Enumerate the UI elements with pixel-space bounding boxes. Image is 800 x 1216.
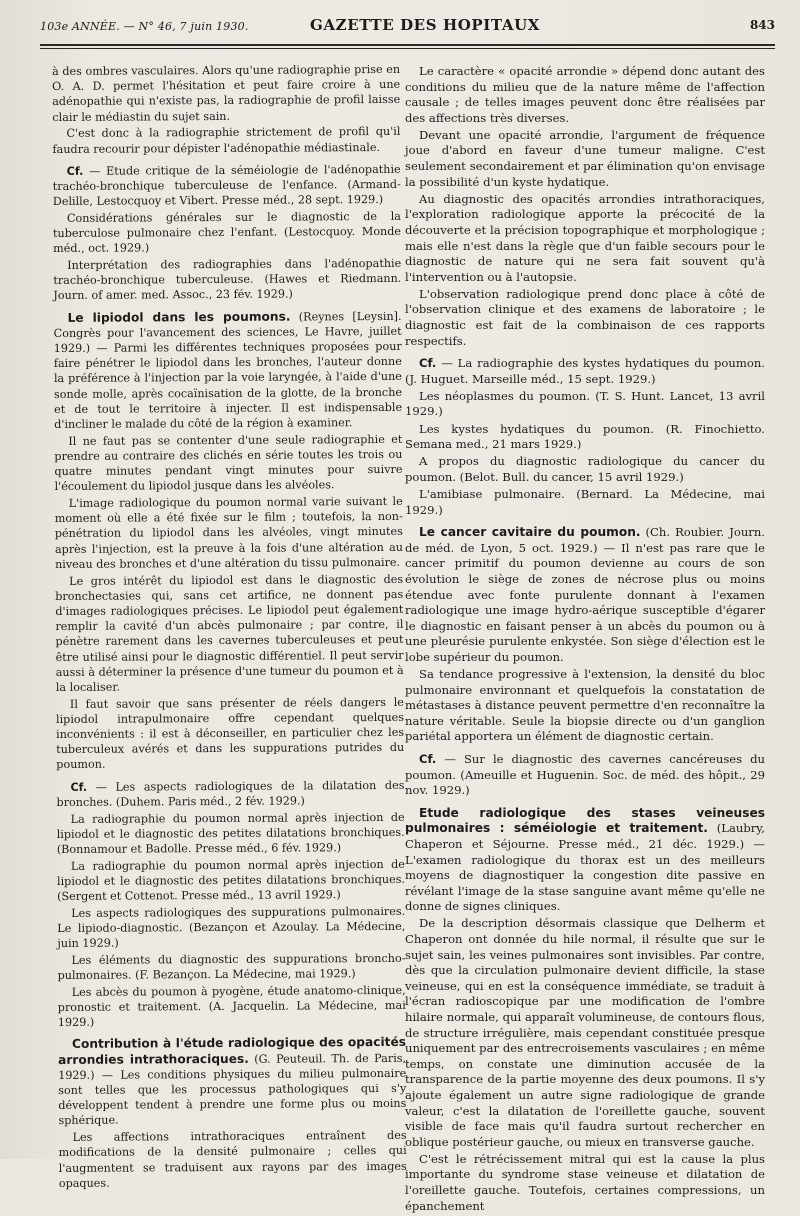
paragraph (55, 494, 403, 572)
paragraph-text: La radiographie du poumon normal après injection de lipiodol et le diagnostic des petites dilatations bronchiques. (Bonnamour et Badolle. Presse méd., 6 fév. 1929.) (56, 810, 405, 856)
section-heading: Le lipiodol dans les poumons. (67, 309, 291, 325)
paragraph (405, 667, 765, 745)
section-heading: Etude radiologique des stases veineuses pulmonaires : séméiologie et traitement. (405, 805, 765, 836)
paragraph (405, 287, 765, 349)
paragraph (405, 389, 765, 420)
paragraph-text: — Etude critique de la séméiologie de l'adénopathie trachéo-bronchique tuberculeuse de l'enfance. (Armand-Delille, Lestocquoy et Vibert. Presse méd., 28 sept. 1929.) (52, 162, 401, 209)
paragraph (53, 209, 401, 257)
paragraph (57, 904, 405, 952)
paragraph-text: Au diagnostic des opacités arrondies intrathoraciques, l'exploration radiologique apporte la précocité de la découverte et la précision topographique et morphologique ; mais elle n'est dans la règle que d'un faible secours pour le diagnostic de nature qui ne sera fait souvent qu'à l'intervention ou à l'autopsie. (405, 191, 765, 284)
header-rule-thick (40, 44, 775, 46)
paragraph-text: Le caractère « opacité arrondie » dépend donc autant des conditions du milieu que de la nature même de l'affection causale ; de telles images peuvent donc être réalisées par des affections très diverses. (405, 64, 765, 125)
paragraph-text: — Sur le diagnostic des cavernes cancéreuses du poumon. (Ameuille et Huguenin. Soc. de méd. des hôpit., 29 nov. 1929.) (405, 751, 765, 798)
paragraph (57, 809, 405, 857)
section-heading: Le cancer cavitaire du poumon. (419, 525, 641, 540)
paragraph-text: (Reynes [Leysin]. Congrès pour l'avancement des sciences, Le Havre, juillet 1929.) — Parmi les différentes techniques proposées pour faire pénétrer le lipiodol dans les bronches, l'auteur donne la préférence à l'injection par la voie laryngée, à l'aide d'une sonde molle, après cocaïnisation de la glotte, de la bronche et de tout le territoire à injecter. Il est indispensable d'incliner le malade du côté de la région à examiner. (53, 309, 403, 431)
paragraph-text: L'image radiologique du poumon normal varie suivant le moment où elle a été fixée sur le film ; toutefois, la non-pénétration du lipiodol dans les alvéoles, vingt minutes après l'injection, est la preuve à la fois d'une altération au niveau des bronches et d'une altération du tissu pulmonaire. (54, 494, 403, 571)
journal-title: GAZETTE DES HOPITAUX (310, 16, 541, 34)
page-number: 843 (749, 18, 775, 32)
right-column (405, 64, 765, 1216)
paragraph-text: Les abcès du poumon à pyogène, étude anatomo-clinique, pronostic et traitement. (A. Jacquelin. La Médecine, mai 1929.) (57, 983, 406, 1030)
paragraph (54, 432, 402, 495)
paragraph-text: Interprétation des radiographies dans l'adénopathie trachéo-bronchique tuberculeuse. (Hawes et Riedmann. Journ. of amer. med. Assoc., 23 fév. 1929.) (53, 256, 402, 303)
paragraph (405, 525, 765, 665)
paragraph-text: C'est donc à la radiographie strictement de profil qu'il faudra recourir pour dépister l'adénopathie médiastinale. (52, 125, 401, 156)
cf-label: Cf. (70, 780, 88, 794)
left-column (52, 62, 407, 1193)
paragraph (59, 1128, 407, 1191)
paragraph-text: Les aspects radiologiques des suppurations pulmonaires. Le lipiodo-diagnostic. (Bezançon et Azoulay. La Médecine, juin 1929.) (57, 904, 406, 951)
paragraph (57, 857, 405, 905)
running-header (40, 12, 775, 42)
paragraph (54, 308, 403, 432)
paragraph (405, 1152, 765, 1214)
issue-info: 103e ANNÉE. — N° 46, 7 juin 1930. (40, 20, 249, 33)
paragraph (405, 128, 765, 190)
paragraph (58, 1035, 407, 1128)
paragraph-text: Les kystes hydatiques du poumon. (R. Finochietto. Semana med., 21 mars 1929.) (405, 421, 765, 452)
paragraph-text: (Ch. Roubier. Journ. de méd. de Lyon, 5 oct. 1929.) — Il n'est pas rare que le cancer primitif du poumon devienne au cours de son évolution le siège de zones de nécrose plus ou moins étendue avec fonte purulente donnant à l'examen radiologique une image hydro-aérique susceptible d'égarer le diagnostic en faisant penser à un abcès du poumon ou à une pleurésie purulente enkystée. Son siège d'élection est le lobe supérieur du poumon. (405, 525, 765, 664)
section-heading: Contribution à l'étude radiologique des opacités arrondies intrathoraciques. (58, 1035, 407, 1067)
paragraph (56, 778, 404, 811)
paragraph-text: C'est le rétrécissement mitral qui est la cause la plus importante du syndrome stase veineuse et dilatation de l'oreillette gauche. Toutefois, certaines compressions, un épanchement (405, 1151, 765, 1213)
header-rule-thin (40, 48, 775, 49)
paragraph-text: (G. Peuteuil. Th. de Paris, 1929.) — Les conditions physiques du milieu pulmonaire sont telles que les processus pathologiques qui s'y développent tendent à prendre une forme plus ou moins sphérique. (58, 1051, 407, 1128)
paragraph (58, 983, 406, 1031)
paragraph-text: Sa tendance progressive à l'extension, la densité du bloc pulmonaire environnant et quelquefois la constatation de métastases à distance peuvent permettre d'en reconnaître la nature véritable. Seule la biopsie directe ou d'un ganglion pariétal apportera un élément de diagnostic certain. (405, 666, 765, 744)
paragraph (405, 356, 765, 387)
paragraph (56, 694, 404, 772)
paragraph (405, 422, 765, 453)
paragraph-text: Le gros intérêt du lipiodol est dans le diagnostic des bronchectasies qui, sans cet artifice, ne donnent pas d'images radiologiques précises. Le lipiodol peut également remplir la cavité d'un abcès pulmonaire ; par contre, il pénètre rarement dans les cavernes tuberculeuses et peut être utilisé ainsi pour le diagnostic différentiel. Il peut servir aussi à déterminer la présence d'une tumeur du poumon et à la localiser. (55, 572, 404, 694)
paragraph (52, 62, 400, 125)
paragraph-text: (Laubry, Chaperon et Séjourne. Presse méd., 21 déc. 1929.) — L'examen radiologique du thorax est un des meilleurs moyens de diagnostiquer la congestion dite passive en révélant l'image de la stase sanguine avant même qu'elle ne donne de signes cliniques. (405, 821, 765, 914)
paragraph-text: Les affections intrathoraciques entraînent des modifications de la densité pulmonaire ; celles qui l'augmentent se traduisent aux rayons par des images opaques. (58, 1128, 407, 1190)
paragraph-text: — Les aspects radiologiques de la dilatation des bronches. (Duhem. Paris méd., 2 fév. 1929.) (56, 778, 405, 809)
paragraph-text: L'observation radiologique prend donc place à côté de l'observation clinique et des examens de laboratoire ; le diagnostic est fait de la combinaison de ces rapports respectifs. (405, 286, 765, 348)
paragraph (405, 806, 765, 915)
paragraph (52, 124, 400, 157)
paragraph-text: La radiographie du poumon normal après injection de lipiodol et le diagnostic des petites dilatations bronchiques. (Sergent et Cottenot. Presse méd., 13 avril 1929.) (56, 857, 406, 904)
paragraph (405, 64, 765, 126)
paragraph (55, 571, 404, 695)
paragraph (57, 951, 405, 984)
paragraph-text: A propos du diagnostic radiologique du cancer du poumon. (Belot. Bull. du cancer, 15 avril 1929.) (405, 454, 765, 484)
paragraph-text: à des ombres vasculaires. Alors qu'une radiographie prise en O. A. D. permet l'hésitation et peut faire croire à une adénopathie qui n'existe pas, la radiographie de profil laisse clair le médiastin du sujet sain. (52, 62, 401, 124)
paragraph-text: Considérations générales sur le diagnostic de la tuberculose pulmonaire chez l'enfant. (Lestocquoy. Monde méd., oct. 1929.) (52, 209, 402, 256)
paragraph (53, 162, 401, 210)
paragraph (405, 752, 765, 799)
paragraph (405, 487, 765, 518)
paragraph-text: Il faut savoir que sans présenter de réels dangers le lipiodol intrapulmonaire offre cependant quelques inconvénients : il est à déconseiller, en particulier chez les tuberculeux avérés et dans les suppurations putrides du poumon. (55, 695, 405, 772)
paragraph-text: Les éléments du diagnostic des suppurations broncho-pulmonaires. (F. Bezançon. La Médecine, mai 1929.) (57, 951, 406, 983)
paragraph-text: Il ne faut pas se contenter d'une seule radiographie et prendre au contraire des clichés en série toutes les trois ou quatre minutes pendant vingt minutes pour suivre l'écoulement du lipiodol jusque dans les alvéoles. (54, 432, 403, 494)
cf-label: Cf. (419, 356, 437, 371)
cf-label: Cf. (66, 164, 84, 178)
paragraph-text: Devant une opacité arrondie, l'argument de fréquence joue d'abord en faveur d'une tumeur maligne. C'est seulement secondairement et par élimination qu'on envisage la possibilité d'un kyste hydatique. (405, 127, 765, 189)
paragraph-text: L'amibiase pulmonaire. (Bernard. La Médecine, mai 1929.) (405, 486, 765, 517)
cf-label: Cf. (419, 751, 437, 766)
paragraph (405, 192, 765, 286)
paragraph (53, 256, 401, 304)
paragraph (405, 454, 765, 485)
paragraph-text: Les néoplasmes du poumon. (T. S. Hunt. Lancet, 13 avril 1929.) (405, 388, 765, 419)
paragraph (405, 916, 765, 1150)
paragraph-text: — La radiographie des kystes hydatiques du poumon. (J. Huguet. Marseille méd., 15 sept. 1929.) (405, 356, 765, 386)
paragraph-text: De la description désormais classique que Delherm et Chaperon ont donnée du hile normal, il résulte que sur le sujet sain, les veines pulmonaires sont invisibles. Par contre, dès que la circulation pulmonaire devient difficile, la stase veineuse, qui en est la conséquence immédiate, se traduit à l'écran radioscopique par une modification de l'ombre hilaire normale, qui apparaît volumineuse, de contours flous, de structure irrégulière, mais cependant constituée presque uniquement par des entrecroisements vasculaires ; en même temps, on constate une diminution accusée de la transparence de la partie moyenne des deux poumons. Il s'y ajoute également un autre signe radiologique de grande valeur, c'est la dilatation de l'oreillette gauche, souvent visible de face mais qu'il faudra surtout rechercher en oblique postérieur gauche, ou mieux en transverse gauche. (405, 916, 765, 1149)
